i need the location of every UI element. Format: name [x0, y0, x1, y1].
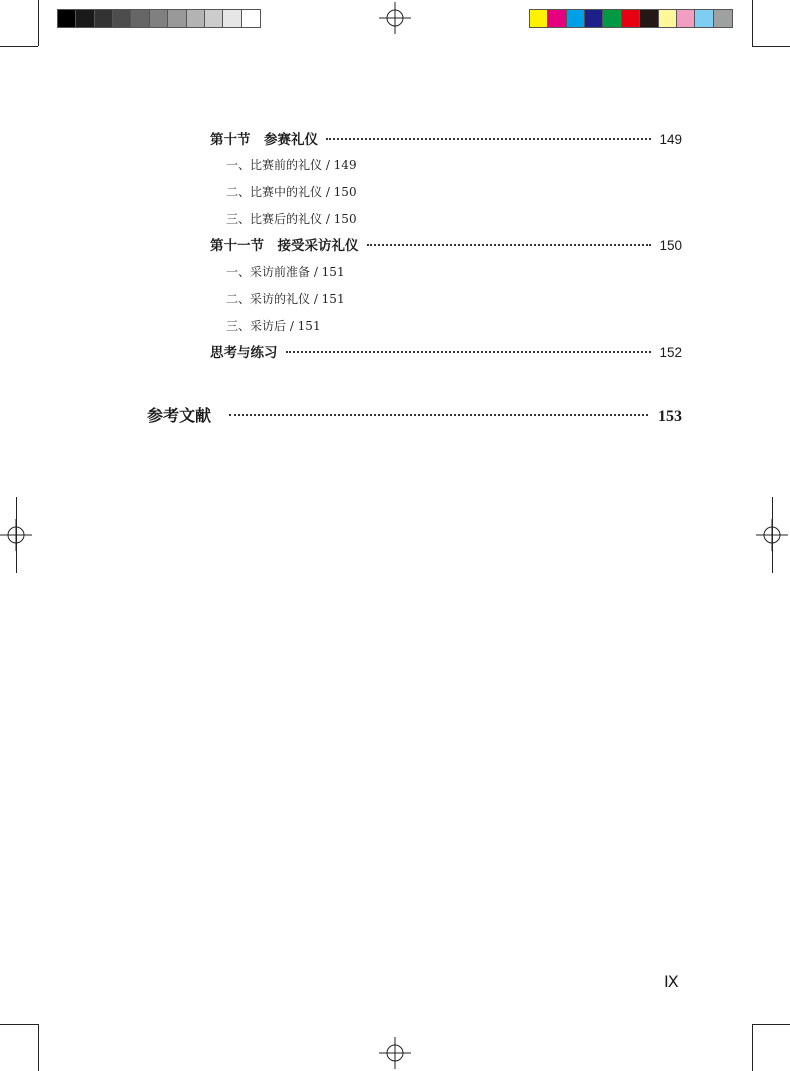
- toc-subitem[interactable]: 三、比赛后的礼仪 / 150: [226, 212, 357, 226]
- color-calibration-bar: [529, 9, 733, 28]
- toc-section-title: 第十节 参赛礼仪: [210, 132, 318, 148]
- color-swatch: [187, 10, 205, 27]
- crop-mark: [0, 1024, 38, 1025]
- color-swatch: [567, 10, 585, 27]
- color-swatch: [714, 10, 732, 27]
- crop-mark: [38, 0, 39, 46]
- color-swatch: [113, 10, 131, 27]
- color-swatch: [131, 10, 149, 27]
- toc-subitem[interactable]: 一、采访前准备 / 151: [226, 265, 345, 279]
- color-swatch: [223, 10, 241, 27]
- crop-mark: [0, 46, 38, 47]
- toc-leader-dots: [229, 414, 648, 416]
- color-swatch: [677, 10, 695, 27]
- toc-page-number: 152: [659, 345, 682, 360]
- toc-exercise-title: 思考与练习: [210, 345, 278, 361]
- color-swatch: [58, 10, 76, 27]
- toc-subitem[interactable]: 三、采访后 / 151: [226, 319, 321, 333]
- color-swatch: [640, 10, 658, 27]
- color-swatch: [622, 10, 640, 27]
- toc-leader-dots: [367, 244, 652, 246]
- toc-leader-dots: [286, 351, 652, 353]
- color-swatch: [548, 10, 566, 27]
- crop-mark: [16, 497, 17, 573]
- toc-page-number: 153: [658, 408, 682, 425]
- crop-mark: [752, 1024, 790, 1025]
- color-swatch: [205, 10, 223, 27]
- color-swatch: [695, 10, 713, 27]
- page-folio: Ⅸ: [664, 974, 679, 991]
- toc-references-entry[interactable]: [147, 403, 682, 429]
- color-swatch: [530, 10, 548, 27]
- toc-section-title: 第十一节 接受采访礼仪: [210, 238, 359, 254]
- color-swatch: [76, 10, 94, 27]
- color-swatch: [168, 10, 186, 27]
- toc-exercise-entry[interactable]: [210, 341, 682, 363]
- color-swatch: [603, 10, 621, 27]
- color-swatch: [585, 10, 603, 27]
- toc-page-number: 149: [659, 132, 682, 147]
- crop-mark: [752, 1024, 753, 1071]
- toc-section-heading[interactable]: [210, 128, 682, 150]
- toc-subitem[interactable]: 二、比赛中的礼仪 / 150: [226, 185, 357, 199]
- gray-calibration-bar: [57, 9, 261, 28]
- toc-subitem[interactable]: 二、采访的礼仪 / 151: [226, 292, 345, 306]
- crop-mark: [38, 1024, 39, 1071]
- color-swatch: [150, 10, 168, 27]
- toc-section-heading[interactable]: [210, 234, 682, 256]
- color-swatch: [95, 10, 113, 27]
- registration-mark-icon: [379, 2, 411, 34]
- crop-mark: [772, 497, 773, 573]
- crop-mark: [752, 0, 753, 46]
- toc-leader-dots: [326, 138, 651, 140]
- toc-subitem[interactable]: 一、比赛前的礼仪 / 149: [226, 158, 357, 172]
- toc-page-number: 150: [659, 238, 682, 253]
- registration-mark-icon: [379, 1037, 411, 1069]
- color-swatch: [659, 10, 677, 27]
- crop-mark: [752, 46, 790, 47]
- color-swatch: [242, 10, 260, 27]
- toc-references-title: 参考文献: [147, 406, 212, 425]
